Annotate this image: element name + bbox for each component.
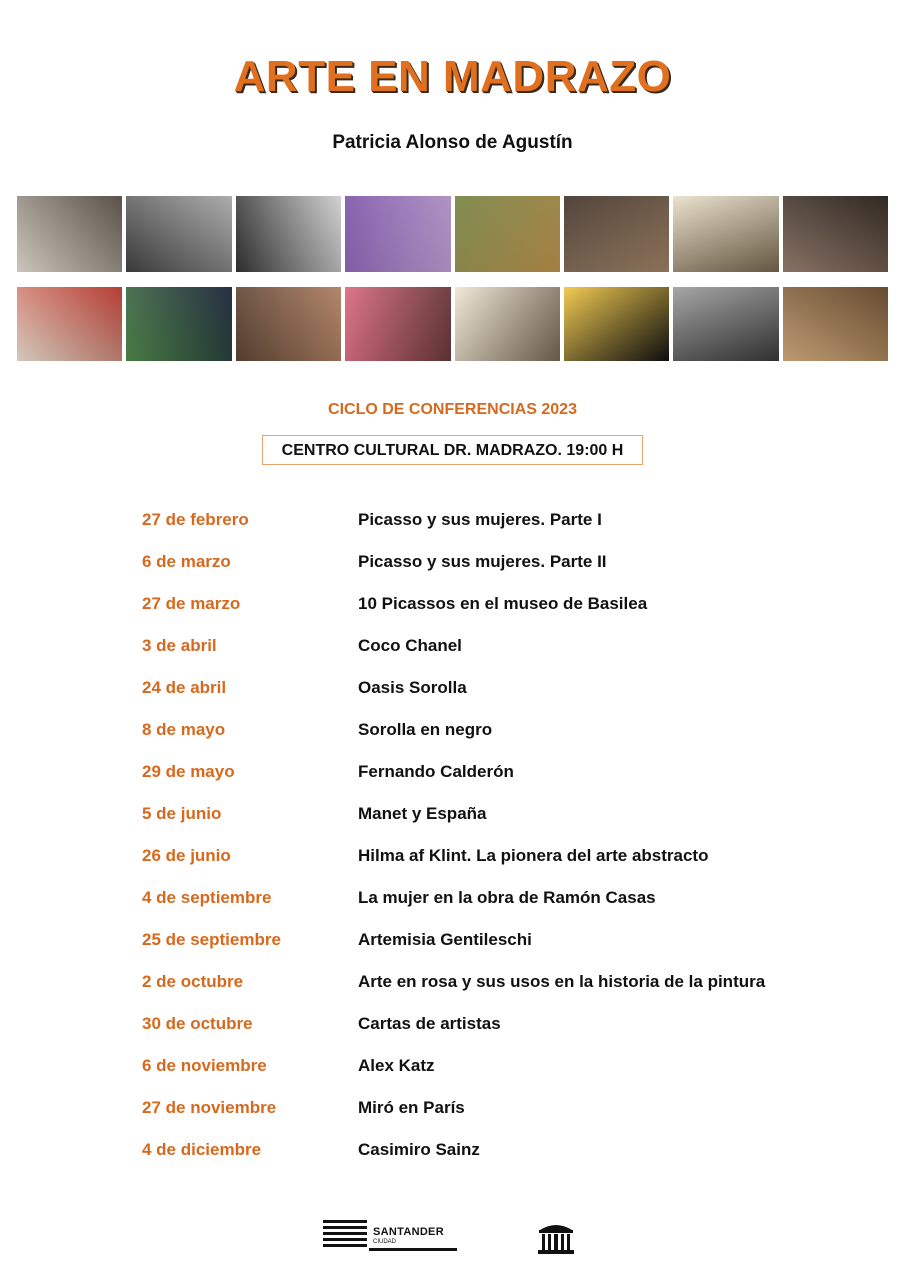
schedule-date: 4 de septiembre	[142, 888, 272, 907]
schedule-date: 8 de mayo	[142, 720, 226, 739]
schedule-date: 27 de febrero	[142, 510, 249, 529]
painting-pink-dancers-icon	[345, 287, 450, 361]
schedule-date: 5 de junio	[142, 804, 222, 823]
schedule-row	[142, 1138, 842, 1180]
painting-reclining-figure-icon	[236, 287, 341, 361]
schedule-talk: Fernando Calderón	[358, 762, 514, 781]
santander-logo-sub: CIUDAD	[373, 1239, 397, 1245]
schedule-talk: Picasso y sus mujeres. Parte I	[358, 510, 602, 529]
painting-woman-black-hat-icon	[564, 287, 669, 361]
photo-protest-sign-icon	[236, 196, 341, 272]
painting-woman-black-dress-icon	[564, 196, 669, 272]
schedule-talk: Manet y España	[358, 804, 487, 823]
schedule-date: 26 de junio	[142, 846, 231, 865]
page-title: ARTE EN MADRAZO	[233, 52, 672, 101]
painting-woman-green-sofa-icon	[126, 287, 231, 361]
painting-guitar-player-icon	[783, 196, 888, 272]
schedule-date: 25 de septiembre	[142, 930, 281, 949]
painting-abstract-klint-icon	[17, 287, 122, 361]
schedule-talk: Miró en París	[358, 1098, 465, 1117]
schedule-row	[142, 1012, 842, 1054]
image-strip-top	[17, 196, 888, 272]
drawing-self-portrait-icon	[673, 196, 778, 272]
schedule-row	[142, 1096, 842, 1138]
image-strip-bottom	[17, 287, 888, 361]
schedule-talk: Oasis Sorolla	[358, 678, 467, 697]
schedule-date: 4 de diciembre	[142, 1140, 262, 1159]
schedule-row	[142, 886, 842, 928]
schedule-talk: Hilma af Klint. La pionera del arte abstracto	[358, 846, 709, 865]
schedule-talk: Alex Katz	[358, 1056, 435, 1075]
schedule-date: 27 de marzo	[142, 594, 241, 613]
schedule-talk: Cartas de artistas	[358, 1014, 501, 1033]
schedule-row	[142, 508, 842, 550]
schedule-date: 24 de abril	[142, 678, 227, 697]
letter-sketch-icon	[455, 287, 560, 361]
photo-chanel-picasso-icon	[345, 196, 450, 272]
photo-women-reading-icon	[17, 196, 122, 272]
painting-garden-house-icon	[455, 196, 560, 272]
schedule-date: 3 de abril	[142, 636, 217, 655]
schedule-row	[142, 928, 842, 970]
schedule-talk: Picasso y sus mujeres. Parte II	[358, 552, 607, 571]
schedule-date: 29 de mayo	[142, 762, 235, 781]
santander-logo-rule	[369, 1248, 457, 1251]
schedule-row	[142, 1054, 842, 1096]
schedule-talk: 10 Picassos en el museo de Basilea	[358, 594, 648, 613]
santander-lines-icon	[323, 1220, 367, 1250]
painting-bearded-man-icon	[783, 287, 888, 361]
photo-artist-portraits-icon	[126, 196, 231, 272]
schedule-row	[142, 718, 842, 760]
schedule-date: 27 de noviembre	[142, 1098, 277, 1117]
schedule-row	[142, 844, 842, 886]
schedule-row	[142, 634, 842, 676]
schedule-talk: Arte en rosa y sus usos en la historia de la pintura	[358, 972, 766, 991]
schedule-talk: Coco Chanel	[358, 636, 462, 655]
author-name: Patricia Alonso de Agustín	[332, 132, 573, 153]
schedule-row	[142, 970, 842, 1012]
schedule-date: 6 de noviembre	[142, 1056, 267, 1075]
schedule-talk: Artemisia Gentileschi	[358, 930, 532, 949]
photo-artist-studio-icon	[673, 287, 778, 361]
santander-logo-word: SANTANDER	[373, 1226, 444, 1238]
venue-box: CENTRO CULTURAL DR. MADRAZO. 19:00 H	[262, 435, 643, 465]
schedule-row	[142, 760, 842, 802]
schedule-date: 6 de marzo	[142, 552, 231, 571]
schedule-talk: Sorolla en negro	[358, 720, 493, 739]
schedule-row	[142, 592, 842, 634]
schedule-date: 30 de octubre	[142, 1014, 253, 1033]
schedule-row	[142, 802, 842, 844]
schedule-talk: La mujer en la obra de Ramón Casas	[358, 888, 656, 907]
schedule-date: 2 de octubre	[142, 972, 244, 991]
schedule-row	[142, 550, 842, 592]
schedule-list	[142, 508, 842, 1180]
cultural-center-logo-icon	[536, 1220, 576, 1256]
santander-logo	[323, 1218, 459, 1254]
schedule-row	[142, 676, 842, 718]
schedule-talk: Casimiro Sainz	[358, 1140, 480, 1159]
cycle-heading: CICLO DE CONFERENCIAS 2023	[328, 401, 577, 418]
